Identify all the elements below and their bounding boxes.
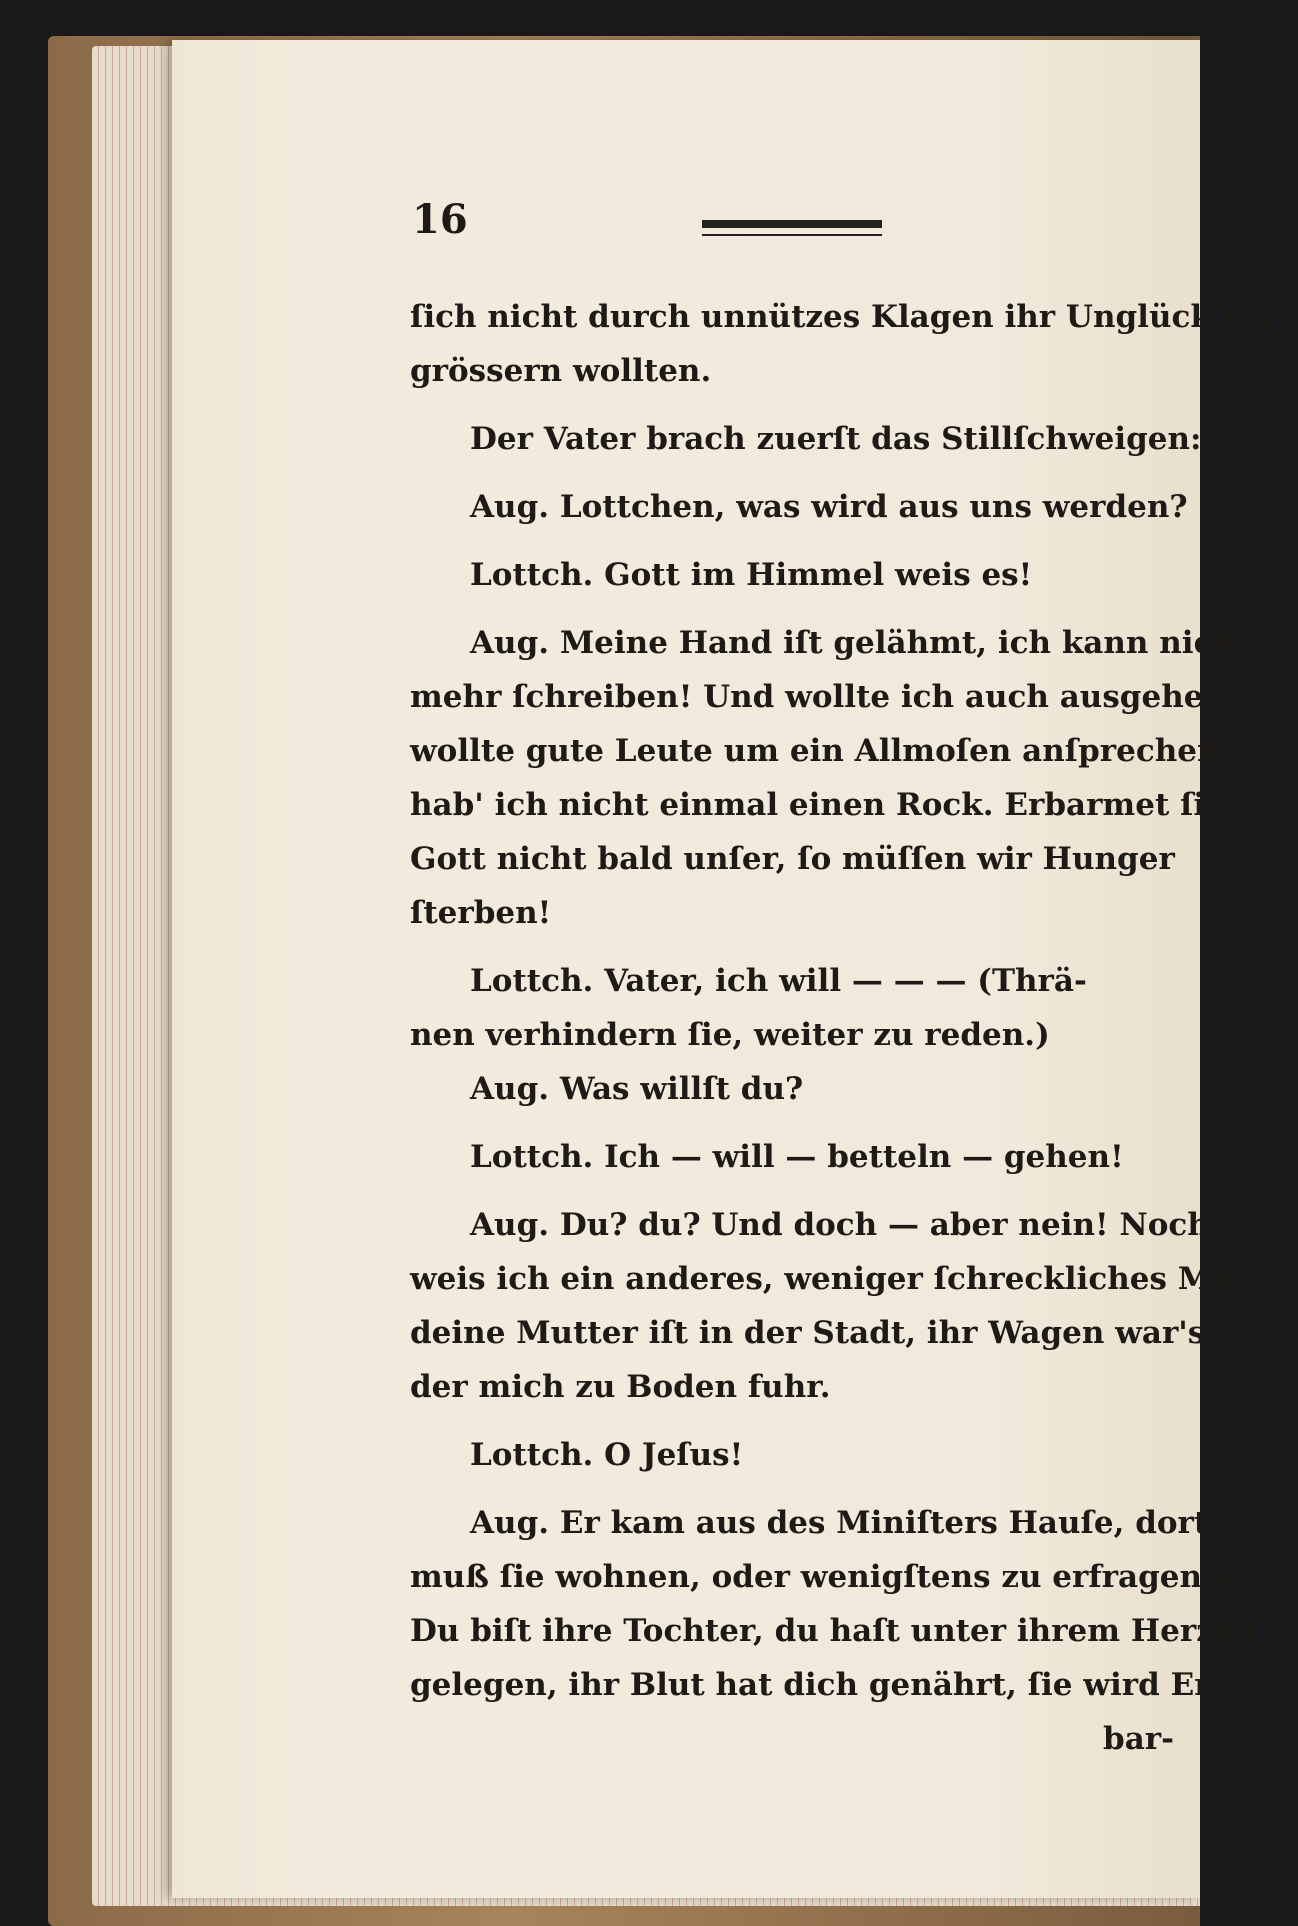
text-line: hab' ich nicht einmal einen Rock. Erbarmet ſich	[410, 787, 1247, 823]
catchword: bar-	[1103, 1721, 1174, 1757]
header-rule	[702, 220, 882, 228]
text-line: Aug. Meine Hand iſt gelähmt, ich kann nicht	[470, 625, 1250, 661]
text-line: Der Vater brach zuerſt das Stillſchweigen:	[470, 421, 1202, 457]
text-line: gelegen, ihr Blut hat dich genährt, ſie wird Er-	[410, 1667, 1224, 1703]
text-line: mehr ſchreiben! Und wollte ich auch ausgehen,	[410, 679, 1237, 715]
text-line: wollte gute Leute um ein Allmoſen anſprechen, ſo	[410, 733, 1276, 769]
text-line: muß ſie wohnen, oder wenigſtens zu erfragen ſeyn.	[410, 1559, 1298, 1595]
text-line: Aug. Was willſt du?	[470, 1071, 804, 1107]
header-rule-thin	[702, 234, 882, 236]
text-line: Lottch. Ich — will — betteln — gehen!	[470, 1139, 1124, 1175]
text-line: Aug. Du? du? Und doch — aber nein! Noch	[470, 1207, 1210, 1243]
text-line: weis ich ein anderes, weniger ſchreckliches Mittel!	[410, 1261, 1298, 1297]
text-line: nen verhindern ſie, weiter zu reden.)	[410, 1017, 1050, 1053]
text-line: Gott nicht bald unſer, ſo müſſen wir Hunger	[410, 841, 1175, 877]
text-line: deine Mutter iſt in der Stadt, ihr Wagen war's,	[410, 1315, 1217, 1351]
text-line: ſich nicht durch unnützes Klagen ihr Unglück ver-	[410, 299, 1290, 335]
text-line: grössern wollten.	[410, 353, 712, 389]
text-line: Aug. Lottchen, was wird aus uns werden?	[470, 489, 1188, 525]
body-text	[410, 290, 1298, 1766]
page-header	[412, 196, 972, 256]
page-number: 16	[412, 196, 468, 243]
text-line: Du biſt ihre Tochter, du haſt unter ihrem Herzen	[410, 1613, 1257, 1649]
text-line: ſterben!	[410, 895, 552, 931]
text-line: Lottch. Gott im Himmel weis es!	[470, 557, 1033, 593]
text-line: Lottch. Vater, ich will — — — (Thrä-	[470, 963, 1087, 999]
text-line: Aug. Er kam aus des Miniſters Hauſe, dort	[470, 1505, 1209, 1541]
text-line: Lottch. O Jeſus!	[470, 1437, 744, 1473]
text-line: der mich zu Boden fuhr.	[410, 1369, 831, 1405]
